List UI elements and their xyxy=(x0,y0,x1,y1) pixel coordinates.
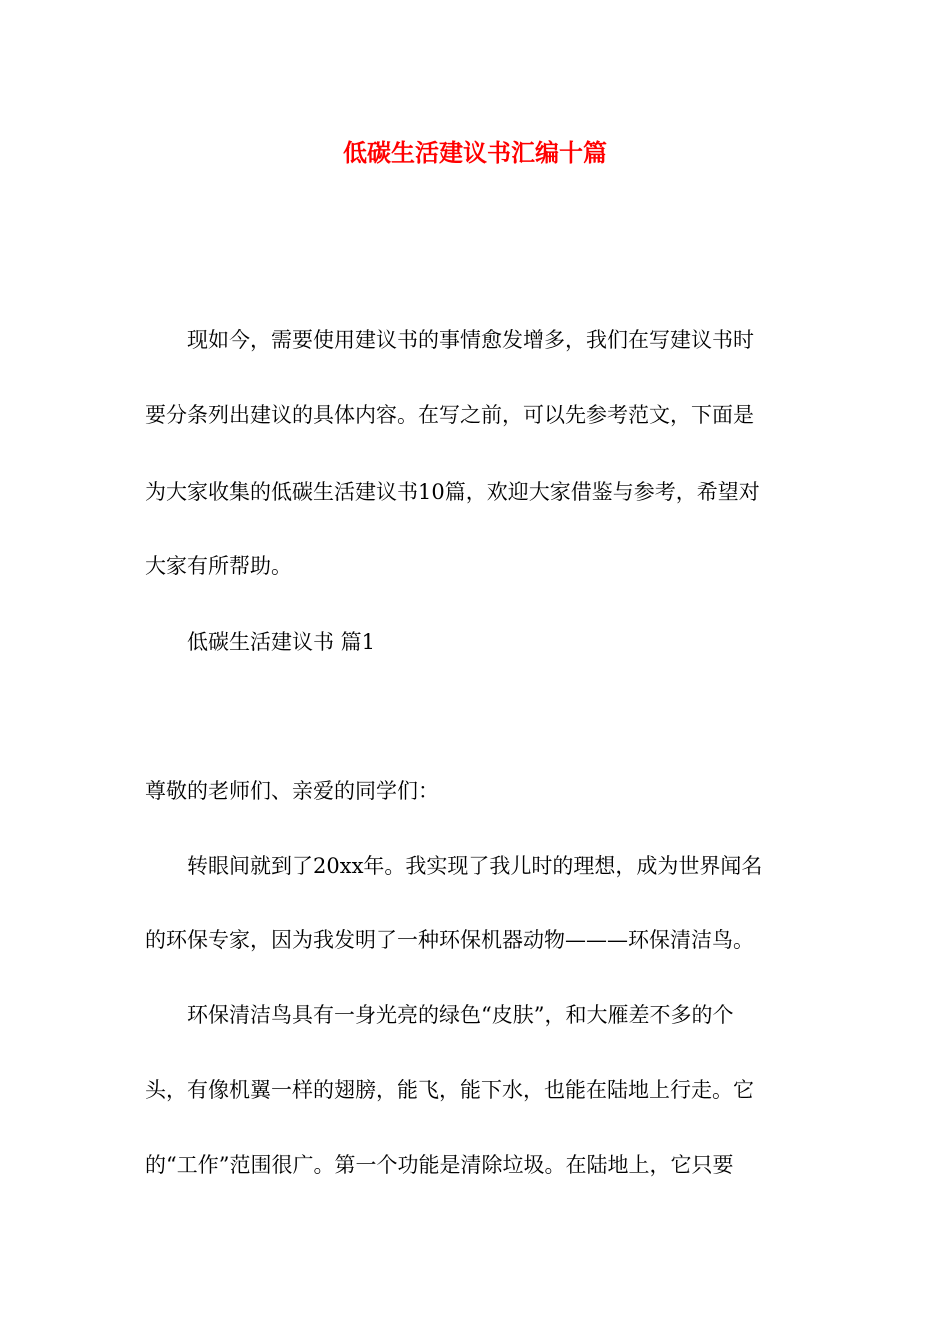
text-line: 环保清洁鸟具有一身光亮的绿色“皮肤”，和大雁差不多的个 xyxy=(187,1003,734,1027)
text-line: 为大家收集的低碳生活建议书10篇，欢迎大家借鉴与参考，希望对 xyxy=(145,480,760,504)
text-line: 的“工作”范围很广。第一个功能是清除垃圾。在陆地上，它只要 xyxy=(145,1153,734,1177)
text-line: 大家有所帮助。 xyxy=(145,554,292,578)
text-line: 转眼间就到了20xx年。我实现了我儿时的理想，成为世界闻名 xyxy=(187,854,763,878)
document-title: 低碳生活建议书汇编十篇 xyxy=(343,138,607,167)
text-line: 现如今，需要使用建议书的事情愈发增多，我们在写建议书时 xyxy=(187,328,754,352)
salutation: 尊敬的老师们、亲爱的同学们： xyxy=(145,779,439,803)
section-heading: 低碳生活建议书 篇1 xyxy=(187,630,376,654)
text-line: 头，有像机翼一样的翅膀，能飞，能下水，也能在陆地上行走。它 xyxy=(145,1078,754,1102)
text-line: 要分条列出建议的具体内容。在写之前，可以先参考范文，下面是 xyxy=(145,403,754,427)
text-line: 的环保专家，因为我发明了一种环保机器动物———环保清洁鸟。 xyxy=(145,928,754,952)
